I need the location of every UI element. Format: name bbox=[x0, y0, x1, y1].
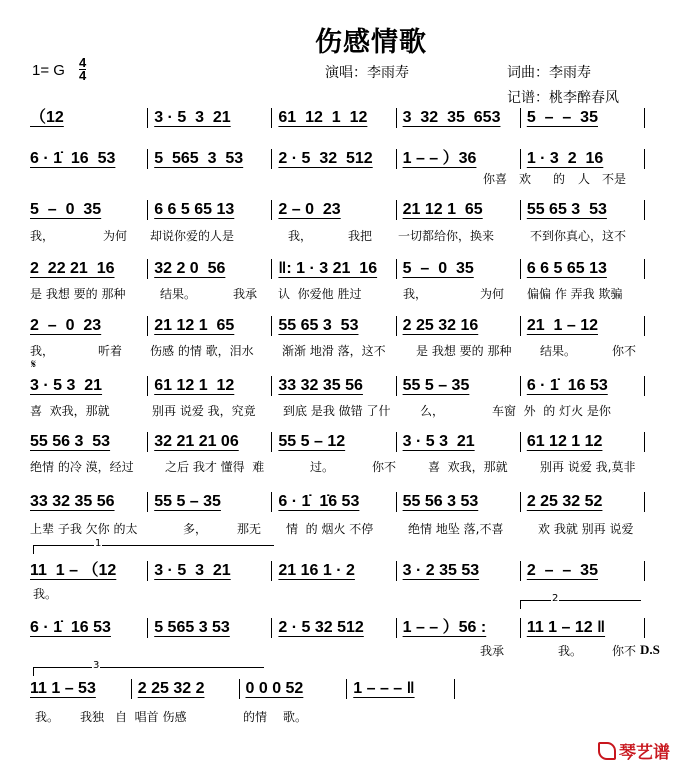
measure: 5 565 3 53 bbox=[148, 149, 272, 169]
lyric-text: 认 你爱他 胜过 bbox=[278, 287, 362, 301]
measure: 5 565 3 53 bbox=[148, 618, 272, 638]
lyric-text: 我， bbox=[30, 229, 55, 243]
volta-3-label: 3 bbox=[93, 660, 100, 671]
measure: 32 2 0 56 bbox=[148, 259, 272, 279]
score-row bbox=[30, 617, 645, 639]
measure: 6 6 5 65 13 bbox=[521, 259, 645, 279]
segno-sign: 𝄋 bbox=[31, 357, 37, 371]
score-row bbox=[30, 560, 645, 582]
volta-3 bbox=[33, 660, 264, 676]
measure: （12 bbox=[30, 108, 148, 128]
measure: 55 5 – 12 bbox=[272, 432, 396, 452]
lyric-text: 我， bbox=[30, 344, 55, 358]
measure: 1 – – – ‖ bbox=[347, 679, 455, 699]
measure: 61 12 1 12 bbox=[272, 108, 396, 128]
key-signature: 1= G bbox=[32, 62, 65, 79]
measure: 3 · 5 3 21 bbox=[30, 376, 148, 396]
score-row bbox=[30, 199, 645, 221]
lyric-text: 我独 bbox=[80, 710, 105, 724]
lyric-text: 别再 说爱 我,莫非 bbox=[540, 460, 636, 474]
measure: 6 · 1̇ 16 53 bbox=[30, 618, 148, 638]
lyric-text: 车窗 外 的 灯火 是你 bbox=[492, 404, 611, 418]
measure: 2 – 0 23 bbox=[272, 200, 396, 220]
lyric-text: 我承 bbox=[233, 287, 258, 301]
measure: 61 12 1 12 bbox=[148, 376, 272, 396]
measure: 11 1 – （12 bbox=[30, 561, 148, 581]
lyric-text: 渐渐 地滑 落，这不 bbox=[282, 344, 386, 358]
lyric-text: 你不 bbox=[612, 344, 637, 358]
lyric-text: 结果。 bbox=[160, 287, 197, 301]
lyric-text: 你不 bbox=[612, 644, 637, 658]
measure: 5 – 0 35 bbox=[30, 200, 148, 220]
lyric-text: 的情 bbox=[243, 710, 268, 724]
measure: 2 25 32 2 bbox=[132, 679, 240, 699]
lyric-text: 偏偏 作 弄我 欺骗 bbox=[527, 287, 623, 301]
time-sig-top: 4 bbox=[79, 55, 87, 70]
lyric-text: 不到你真心，这不 bbox=[530, 229, 627, 243]
volta-1 bbox=[33, 538, 274, 554]
time-sig-bottom: 4 bbox=[79, 68, 87, 83]
measure: 6 · 1̇ 16 53 bbox=[30, 149, 148, 169]
measure: 2 · 5 32 512 bbox=[272, 618, 396, 638]
lyric-text: 我。 bbox=[558, 644, 583, 658]
lyric-text: 是 我想 要的 那种 bbox=[416, 344, 512, 358]
measure: 6 6 5 65 13 bbox=[148, 200, 272, 220]
lyric-text: 是 我想 要的 那种 bbox=[30, 287, 126, 301]
lyric-text: 那无 bbox=[237, 522, 262, 536]
measure: 55 56 3 53 bbox=[397, 492, 521, 512]
lyric-text: 我把 bbox=[348, 229, 373, 243]
singer-credit: 演唱：李雨寿 bbox=[325, 65, 409, 81]
lyric-text: 却说你爱的人是 bbox=[150, 229, 235, 243]
score-row bbox=[30, 678, 455, 700]
time-signature bbox=[79, 57, 86, 82]
measure: 21 1 – 12 bbox=[521, 316, 645, 336]
lyric-text: 么， bbox=[420, 404, 445, 418]
lyric-text: 我， bbox=[403, 287, 428, 301]
measure: 11 1 – 12 ‖ bbox=[521, 618, 645, 638]
measure: 6 · 1̇ 1̇6 53 bbox=[272, 492, 396, 512]
measure: 0 0 0 52 bbox=[240, 679, 348, 699]
lyric-text: 听着 bbox=[98, 344, 123, 358]
measure: 2 – 0 23 bbox=[30, 316, 148, 336]
measure: 3 32 35 653 bbox=[397, 108, 521, 128]
measure: 1 · 3 2 16 bbox=[521, 149, 645, 169]
lyric-text: 人 bbox=[578, 172, 591, 186]
measure: 61 12 1 12 bbox=[521, 432, 645, 452]
measure: 1 – – ）56 : bbox=[397, 618, 521, 638]
volta-1-label: 1 bbox=[95, 538, 102, 549]
measure: 3 · 5 3 21 bbox=[148, 108, 272, 128]
transcriber-credit: 记谱：桃李醉春风 bbox=[507, 90, 619, 106]
dal-segno-marking: D.S bbox=[640, 642, 660, 657]
measure: 32 21 21 06 bbox=[148, 432, 272, 452]
logo-icon bbox=[598, 742, 616, 760]
volta-2 bbox=[520, 593, 641, 609]
measure: 55 5 – 35 bbox=[148, 492, 272, 512]
lyric-text: 的 bbox=[553, 172, 566, 186]
lyric-text: 上辈 子我 欠你 的太 bbox=[30, 522, 138, 536]
measure: 3 · 5 3 21 bbox=[397, 432, 521, 452]
lyric-text: 为何 bbox=[480, 287, 505, 301]
measure: 2 25 32 16 bbox=[397, 316, 521, 336]
lyric-text: 欢 bbox=[519, 172, 532, 186]
measure: 5 – 0 35 bbox=[397, 259, 521, 279]
lyric-text: 你不 bbox=[372, 460, 397, 474]
lyric-text: 喜 欢我，那就 bbox=[30, 404, 110, 418]
measure: 11 1 – 53 bbox=[30, 679, 132, 699]
measure: 55 56 3 53 bbox=[30, 432, 148, 452]
measure: 2 22 21 16 bbox=[30, 259, 148, 279]
lyric-text: 绝情 的冷 漠，经过 bbox=[30, 460, 134, 474]
lyric-text: 我。 bbox=[33, 587, 58, 601]
measure: 1 – – ）36 bbox=[397, 149, 521, 169]
lyric-text: 我承 bbox=[480, 644, 505, 658]
measure: 5 – – 35 bbox=[521, 108, 645, 128]
lyric-text: 我， bbox=[288, 229, 313, 243]
score-row bbox=[30, 431, 645, 453]
measure: 21 16 1 · 2 bbox=[272, 561, 396, 581]
lyric-text: 情 的 烟火 不停 bbox=[286, 522, 374, 536]
score-row bbox=[30, 148, 645, 170]
lyric-text: 你喜 bbox=[483, 172, 508, 186]
lyric-text: 之后 我才 懂得 难 bbox=[165, 460, 265, 474]
score-row bbox=[30, 491, 645, 513]
watermark-logo bbox=[598, 738, 670, 763]
lyric-text: 为何 bbox=[103, 229, 128, 243]
volta-2-label: 2 bbox=[552, 593, 559, 604]
measure: 33 32 35 56 bbox=[30, 492, 148, 512]
lyric-text: 歌。 bbox=[283, 710, 308, 724]
score-row bbox=[30, 107, 645, 129]
lyric-text: 结果。 bbox=[540, 344, 577, 358]
measure: 55 65 3 53 bbox=[272, 316, 396, 336]
score-row bbox=[30, 315, 645, 337]
measure: 55 65 3 53 bbox=[521, 200, 645, 220]
measure: 3 · 5 3 21 bbox=[148, 561, 272, 581]
measure: 21 12 1 65 bbox=[397, 200, 521, 220]
measure: 2 – – 35 bbox=[521, 561, 645, 581]
lyric-text: 一切都给你，换来 bbox=[398, 229, 495, 243]
song-title: 伤感情歌 bbox=[315, 27, 427, 58]
logo-text: 琴艺谱 bbox=[619, 743, 670, 763]
measure: 55 5 – 35 bbox=[397, 376, 521, 396]
score-row bbox=[30, 258, 645, 280]
lyric-text: 喜 欢我，那就 bbox=[428, 460, 508, 474]
measure: ‖: 1 · 3 21 16 bbox=[272, 259, 396, 279]
measure: 6 · 1̇ 16 53 bbox=[521, 376, 645, 396]
lyric-text: 伤感 的情 歌，泪水 bbox=[150, 344, 254, 358]
lyric-text: 多， bbox=[183, 522, 208, 536]
measure: 2 · 5 32 512 bbox=[272, 149, 396, 169]
lyric-text: 自 唱首 伤感 bbox=[115, 710, 187, 724]
lyric-text: 过。 bbox=[310, 460, 335, 474]
measure: 2 25 32 52 bbox=[521, 492, 645, 512]
lyric-text: 别再 说爱 我，究竟 bbox=[152, 404, 256, 418]
measure: 33 32 35 56 bbox=[272, 376, 396, 396]
lyric-text: 欢 我就 别再 说爱 bbox=[538, 522, 634, 536]
measure: 3 · 2 35 53 bbox=[397, 561, 521, 581]
score-row bbox=[30, 375, 645, 397]
lyric-text: 我。 bbox=[35, 710, 60, 724]
lyric-text: 到底 是我 做错 了什 bbox=[283, 404, 391, 418]
lyric-text: 不是 bbox=[602, 172, 627, 186]
measure: 21 12 1 65 bbox=[148, 316, 272, 336]
lyric-text: 绝情 地坠 落,不喜 bbox=[408, 522, 504, 536]
composer-credit: 词曲：李雨寿 bbox=[507, 65, 591, 81]
